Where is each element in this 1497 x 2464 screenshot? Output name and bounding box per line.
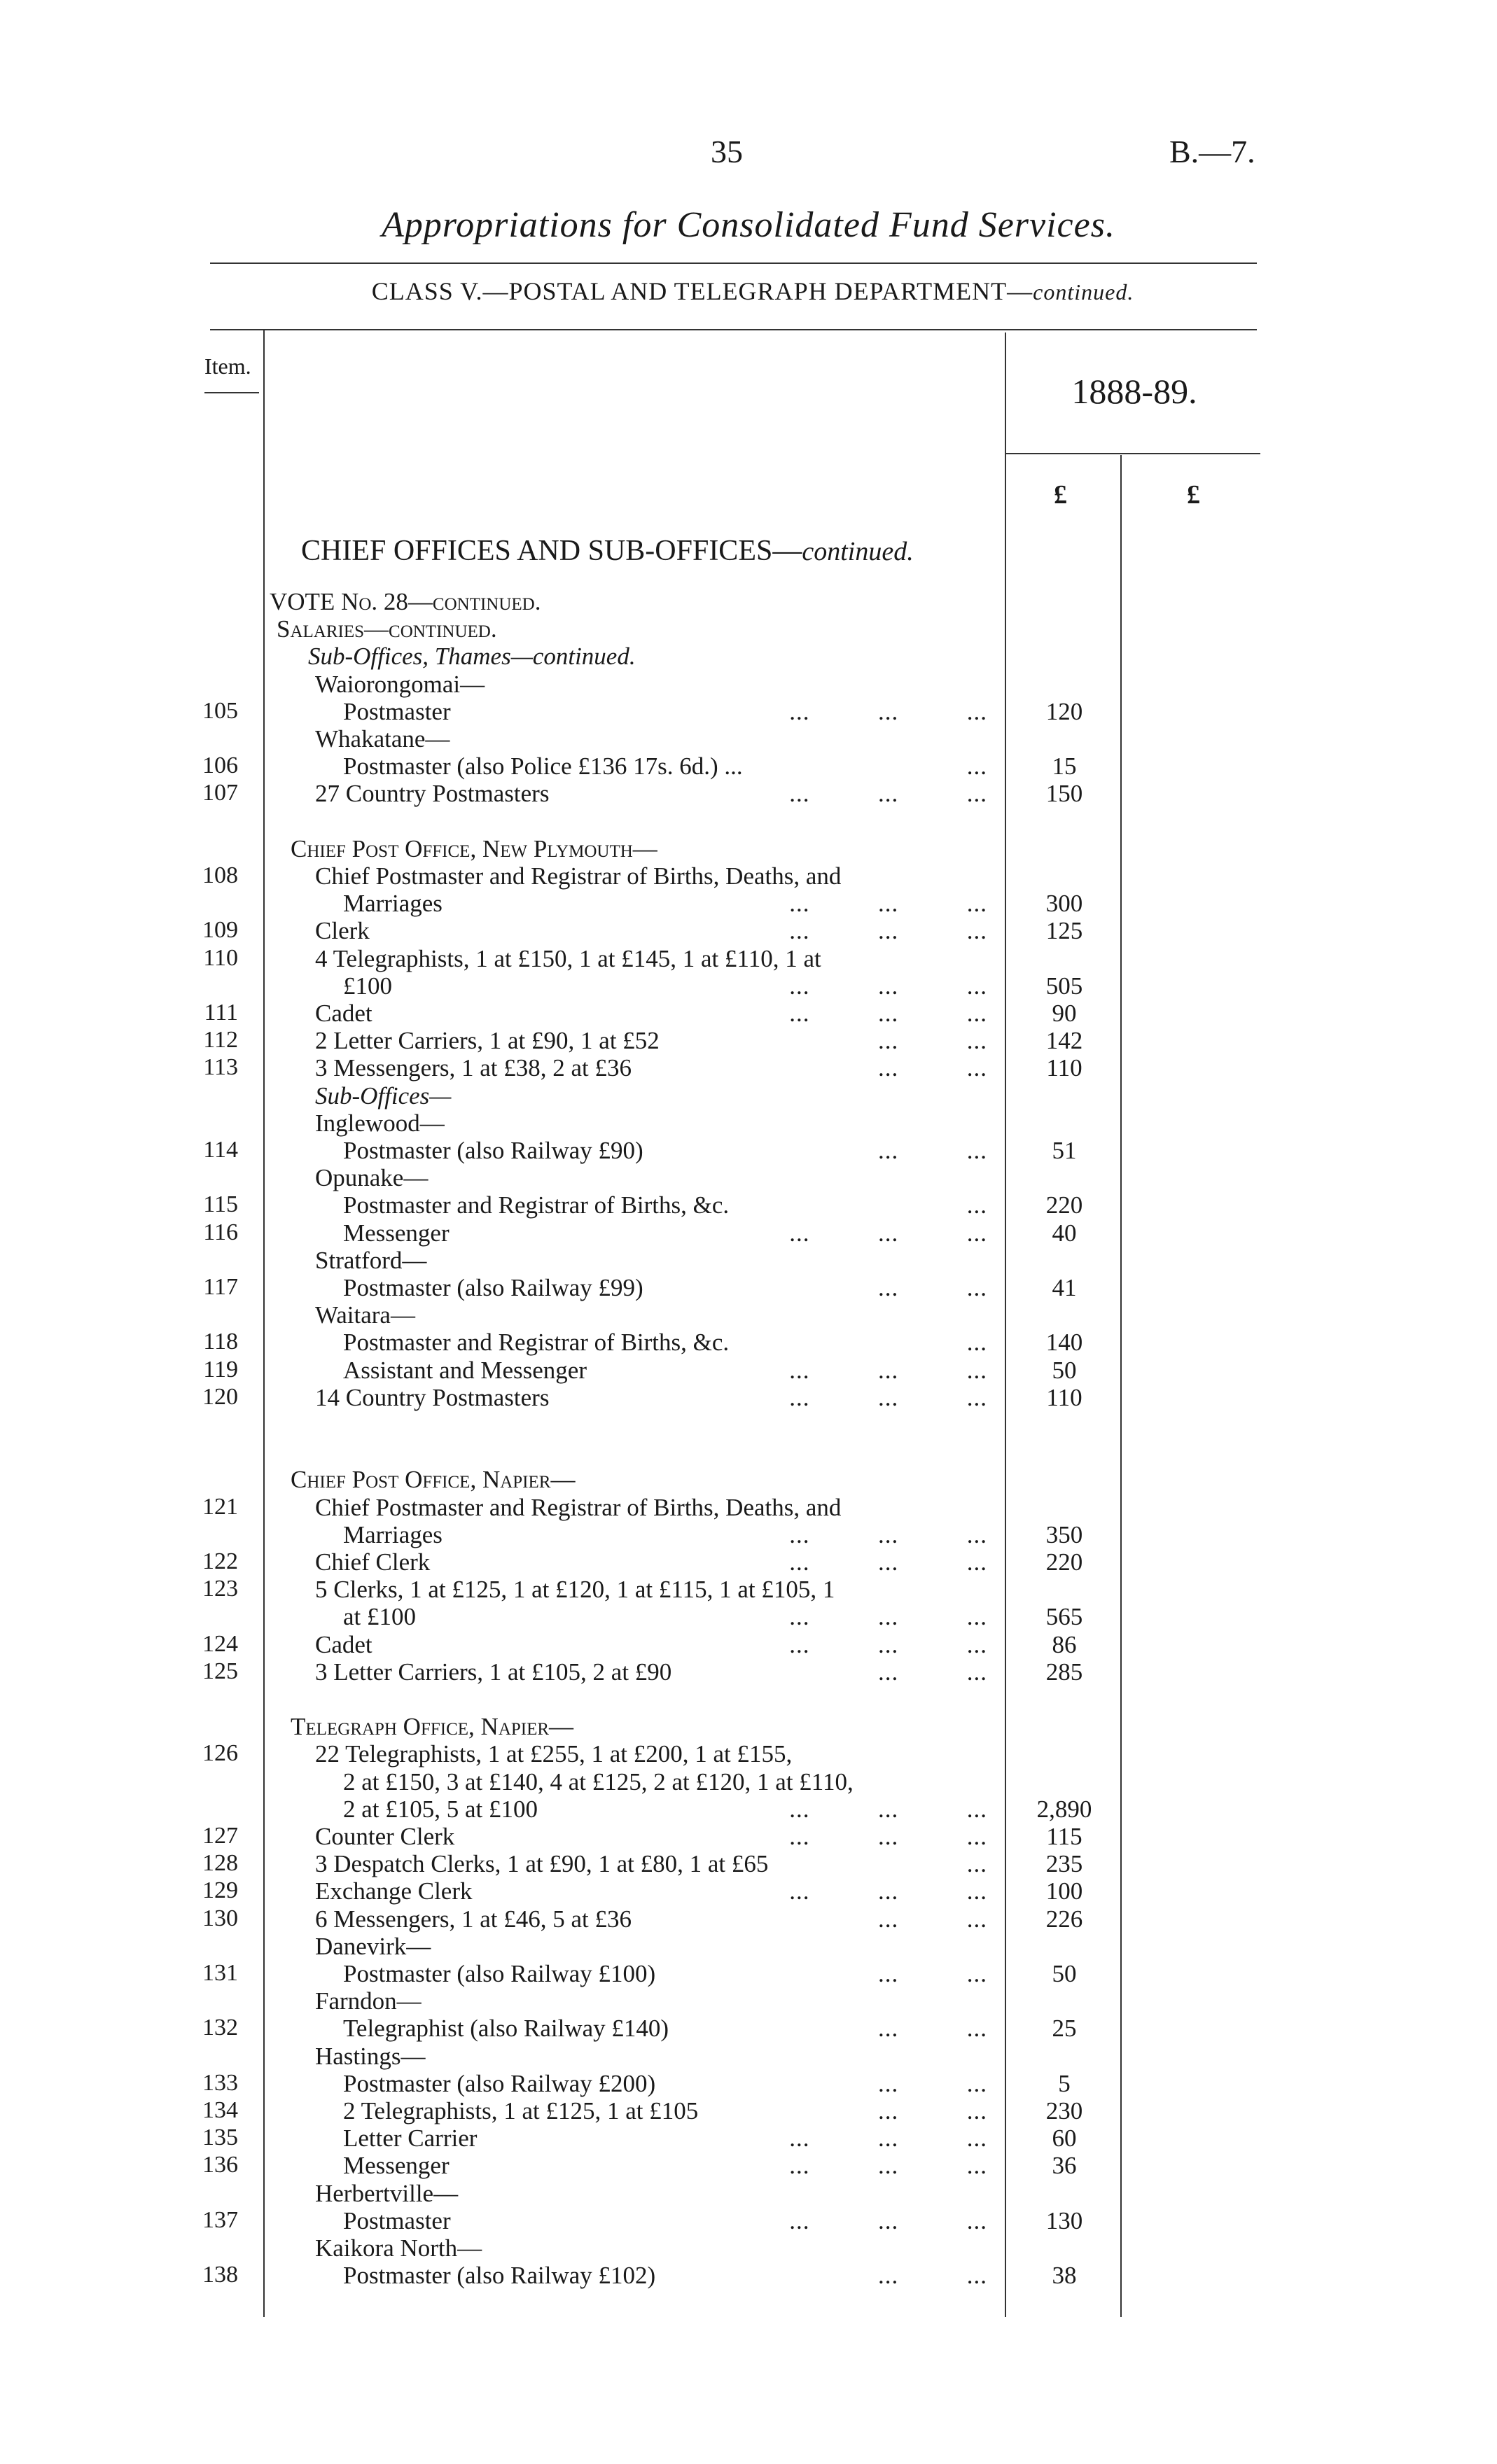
table-row bbox=[0, 752, 1497, 780]
table-row bbox=[0, 1603, 1497, 1631]
leader-dots: ... ... bbox=[878, 2262, 987, 2290]
table-row bbox=[0, 1521, 1497, 1549]
amount: 51 bbox=[1052, 1137, 1077, 1164]
item-description: Postmaster (also Railway £100) bbox=[343, 1960, 656, 1987]
table-row bbox=[0, 1054, 1497, 1082]
item-description: Sub-Offices, Thames—continued. bbox=[308, 643, 636, 671]
item-description: Postmaster (also Police £136 17s. 6d.) ... bbox=[343, 752, 743, 780]
amount: 2,890 bbox=[1036, 1795, 1092, 1823]
table-row bbox=[0, 862, 1497, 890]
leader-dots: ... ... ... bbox=[789, 1520, 987, 1548]
item-number: 106 bbox=[202, 752, 238, 779]
item-description: Stratford— bbox=[315, 1246, 427, 1274]
table-row bbox=[0, 1438, 1497, 1466]
item-description: Postmaster (also Railway £200) bbox=[343, 2069, 656, 2097]
leader-dots: ... ... ... bbox=[789, 1548, 987, 1576]
amount: 100 bbox=[1045, 1877, 1083, 1905]
amount: 60 bbox=[1052, 2124, 1077, 2152]
table-row bbox=[0, 1219, 1497, 1247]
leader-dots: ... ... ... bbox=[789, 1383, 987, 1411]
item-number: 114 bbox=[203, 1137, 238, 1163]
table-row bbox=[0, 1466, 1497, 1494]
item-number: 128 bbox=[202, 1850, 238, 1877]
amount: 25 bbox=[1052, 2015, 1077, 2043]
item-number: 137 bbox=[202, 2206, 238, 2233]
item-description: 2 Telegraphists, 1 at £125, 1 at £105 bbox=[343, 2097, 699, 2124]
item-description: 2 at £150, 3 at £140, 4 at £125, 2 at £120, 1 at £110, bbox=[343, 1768, 854, 1795]
leader-dots: ... ... ... bbox=[789, 1823, 987, 1850]
leader-dots: ... ... bbox=[878, 1658, 987, 1686]
page-number: 35 bbox=[711, 134, 743, 169]
item-description: Chief Post Office, Napier— bbox=[291, 1466, 576, 1494]
item-description: 6 Messengers, 1 at £46, 5 at £36 bbox=[315, 1905, 632, 1933]
table-row bbox=[0, 1247, 1497, 1275]
item-description: Marriages bbox=[343, 890, 443, 918]
leader-dots: ... ... bbox=[878, 1960, 987, 1987]
amount: 50 bbox=[1052, 1960, 1077, 1987]
leader-dots: ... ... ... bbox=[789, 1630, 987, 1658]
table-row bbox=[0, 698, 1497, 726]
item-description: Postmaster (also Railway £102) bbox=[343, 2262, 656, 2290]
table-row bbox=[0, 945, 1497, 973]
item-number: 132 bbox=[202, 2015, 238, 2041]
table-row bbox=[0, 2180, 1497, 2208]
item-description: Postmaster bbox=[343, 2206, 451, 2234]
title-rule bbox=[210, 262, 1257, 264]
leader-dots: ... ... bbox=[878, 1274, 987, 1301]
table-row bbox=[0, 588, 1497, 616]
item-number: 127 bbox=[202, 1823, 238, 1849]
amount: 115 bbox=[1046, 1823, 1082, 1850]
amount: 90 bbox=[1052, 1000, 1077, 1027]
table-row bbox=[0, 1357, 1497, 1385]
table-row bbox=[0, 1768, 1497, 1796]
item-header-underline bbox=[204, 392, 259, 393]
item-description: Farndon— bbox=[315, 1987, 422, 2015]
table-row bbox=[0, 2152, 1497, 2180]
amount: 86 bbox=[1052, 1630, 1077, 1658]
table-row bbox=[0, 1110, 1497, 1138]
item-number: 123 bbox=[202, 1576, 238, 1602]
table-row bbox=[0, 2070, 1497, 2098]
table-row bbox=[0, 725, 1497, 753]
year-column-header: 1888-89. bbox=[1071, 372, 1197, 411]
table-row bbox=[0, 917, 1497, 945]
item-description: 22 Telegraphists, 1 at £255, 1 at £200, 1 at £155, bbox=[315, 1740, 793, 1768]
leader-dots: ... ... ... bbox=[789, 1356, 987, 1384]
amount: 125 bbox=[1045, 917, 1083, 945]
item-description: Postmaster (also Railway £99) bbox=[343, 1274, 643, 1301]
table-row bbox=[0, 2207, 1497, 2235]
year-header-rule bbox=[1005, 453, 1260, 454]
leader-dots: ... ... ... bbox=[789, 2206, 987, 2234]
item-number: 126 bbox=[202, 1740, 238, 1767]
table-row bbox=[0, 1658, 1497, 1686]
item-number: 125 bbox=[202, 1658, 238, 1684]
amount: 15 bbox=[1052, 752, 1077, 780]
table-row bbox=[0, 1384, 1497, 1412]
item-description: Counter Clerk bbox=[315, 1823, 455, 1850]
table-row bbox=[0, 1082, 1497, 1110]
item-description: Herbertville— bbox=[315, 2179, 459, 2207]
table-row bbox=[0, 835, 1497, 863]
amount: 150 bbox=[1045, 780, 1083, 808]
item-description: Chief Postmaster and Registrar of Births, Deaths, and bbox=[315, 862, 842, 890]
table-row bbox=[0, 1933, 1497, 1961]
item-number: 134 bbox=[202, 2097, 238, 2123]
table-row bbox=[0, 1137, 1497, 1165]
item-description: £100 bbox=[343, 972, 392, 1000]
amount: 130 bbox=[1045, 2206, 1083, 2234]
amount: 226 bbox=[1045, 1905, 1083, 1933]
section-title: CHIEF OFFICES AND SUB-OFFICES—continued. bbox=[301, 535, 914, 567]
table-row bbox=[0, 1740, 1497, 1768]
item-description: Inglewood— bbox=[315, 1109, 445, 1137]
item-number: 105 bbox=[202, 697, 238, 724]
class-rule bbox=[210, 329, 1257, 330]
table-row bbox=[0, 1576, 1497, 1604]
leader-dots: ... ... ... bbox=[789, 1219, 987, 1247]
item-column-header: Item. bbox=[204, 354, 251, 379]
currency-header-1: £ bbox=[1054, 480, 1067, 510]
table-row bbox=[0, 1795, 1497, 1823]
leader-dots: ... ... ... bbox=[789, 1000, 987, 1027]
amount: 36 bbox=[1052, 2152, 1077, 2180]
item-number: 120 bbox=[202, 1383, 238, 1410]
item-description: Cadet bbox=[315, 1000, 372, 1027]
amount: 220 bbox=[1045, 1191, 1083, 1219]
item-number: 130 bbox=[202, 1905, 238, 1931]
table-row bbox=[0, 1713, 1497, 1741]
item-description: Chief Post Office, New Plymouth— bbox=[291, 834, 657, 862]
item-number: 138 bbox=[202, 2262, 238, 2288]
item-number: 113 bbox=[203, 1054, 238, 1081]
table-row bbox=[0, 2234, 1497, 2262]
item-description: 5 Clerks, 1 at £125, 1 at £120, 1 at £115, 1 at £105, 1 bbox=[315, 1576, 835, 1604]
amount: 142 bbox=[1045, 1027, 1083, 1055]
item-description: Salaries—continued. bbox=[277, 615, 497, 643]
leader-dots: ... ... bbox=[878, 1137, 987, 1164]
leader-dots: ... ... ... bbox=[789, 1877, 987, 1905]
item-description: 27 Country Postmasters bbox=[315, 780, 550, 808]
leader-dots: ... ... ... bbox=[789, 917, 987, 945]
item-description: Postmaster and Registrar of Births, &c. bbox=[343, 1329, 730, 1357]
leader-dots: ... ... ... bbox=[789, 1795, 987, 1823]
item-description: 3 Despatch Clerks, 1 at £90, 1 at £80, 1 at £65 bbox=[315, 1850, 769, 1878]
item-number: 111 bbox=[204, 1000, 238, 1026]
item-number: 118 bbox=[203, 1329, 238, 1355]
item-description: Waiorongomai— bbox=[315, 670, 485, 698]
amount: 50 bbox=[1052, 1356, 1077, 1384]
table-row bbox=[0, 2043, 1497, 2071]
table-row bbox=[0, 2262, 1497, 2290]
item-description: Postmaster bbox=[343, 697, 451, 725]
amount: 110 bbox=[1046, 1054, 1082, 1082]
item-number: 116 bbox=[203, 1219, 238, 1245]
amount: 41 bbox=[1052, 1274, 1077, 1301]
table-row bbox=[0, 780, 1497, 808]
item-description: 4 Telegraphists, 1 at £150, 1 at £145, 1 at £110, 1 at bbox=[315, 944, 821, 972]
leader-dots: ... ... bbox=[878, 2069, 987, 2097]
leader-dots: ... ... bbox=[878, 1905, 987, 1933]
item-description: Messenger bbox=[343, 2152, 450, 2180]
class-heading: CLASS V.—POSTAL AND TELEGRAPH DEPARTMENT—continued. bbox=[371, 277, 1134, 305]
item-number: 133 bbox=[202, 2069, 238, 2096]
leader-dots: ... bbox=[966, 1329, 987, 1357]
item-description: Sub-Offices— bbox=[315, 1082, 452, 1110]
table-row bbox=[0, 1301, 1497, 1329]
table-row bbox=[0, 1631, 1497, 1659]
table-row bbox=[0, 1823, 1497, 1851]
table-row bbox=[0, 1850, 1497, 1878]
leader-dots: ... ... bbox=[878, 1054, 987, 1082]
table-row bbox=[0, 1987, 1497, 2015]
table-row bbox=[0, 1686, 1497, 1714]
item-number: 136 bbox=[202, 2152, 238, 2178]
item-description: Danevirk— bbox=[315, 1932, 431, 1960]
item-number: 115 bbox=[203, 1191, 238, 1218]
item-description: Hastings— bbox=[315, 2042, 426, 2070]
item-description: Messenger bbox=[343, 1219, 450, 1247]
table-row bbox=[0, 1329, 1497, 1357]
item-number: 108 bbox=[202, 862, 238, 888]
item-description: 3 Messengers, 1 at £38, 2 at £36 bbox=[315, 1054, 632, 1082]
leader-dots: ... ... ... bbox=[789, 890, 987, 918]
item-number: 112 bbox=[203, 1027, 238, 1054]
item-description: Waitara— bbox=[315, 1301, 415, 1329]
table-row bbox=[0, 1191, 1497, 1219]
item-number: 109 bbox=[202, 917, 238, 944]
amount: 565 bbox=[1045, 1603, 1083, 1631]
item-number: 121 bbox=[202, 1493, 238, 1520]
item-description: Clerk bbox=[315, 917, 370, 945]
table-row bbox=[0, 1905, 1497, 1933]
page-title: Appropriations for Consolidated Fund Services. bbox=[382, 205, 1115, 245]
amount: 285 bbox=[1045, 1658, 1083, 1686]
table-row bbox=[0, 1411, 1497, 1439]
amount: 120 bbox=[1045, 697, 1083, 725]
amount: 350 bbox=[1045, 1520, 1083, 1548]
table-row bbox=[0, 972, 1497, 1000]
item-description: 3 Letter Carriers, 1 at £105, 2 at £90 bbox=[315, 1658, 672, 1686]
item-description: Cadet bbox=[315, 1630, 372, 1658]
table-row bbox=[0, 808, 1497, 836]
item-number: 124 bbox=[202, 1630, 238, 1657]
item-description: 14 Country Postmasters bbox=[315, 1383, 550, 1411]
amount: 140 bbox=[1045, 1329, 1083, 1357]
table-row bbox=[0, 671, 1497, 699]
item-number: 122 bbox=[202, 1548, 238, 1574]
table-row bbox=[0, 1877, 1497, 1905]
item-description: Postmaster (also Railway £90) bbox=[343, 1137, 643, 1164]
item-description: Postmaster and Registrar of Births, &c. bbox=[343, 1191, 730, 1219]
table-row bbox=[0, 1164, 1497, 1192]
item-description: Letter Carrier bbox=[343, 2124, 478, 2152]
leader-dots: ... ... bbox=[878, 2015, 987, 2043]
item-description: Telegraph Office, Napier— bbox=[291, 1713, 574, 1741]
table-row bbox=[0, 615, 1497, 643]
amount: 300 bbox=[1045, 890, 1083, 918]
table-row bbox=[0, 1960, 1497, 1988]
item-description: VOTE No. 28—continued. bbox=[270, 588, 541, 615]
item-number: 107 bbox=[202, 780, 238, 806]
item-number: 110 bbox=[203, 944, 238, 971]
amount: 230 bbox=[1045, 2097, 1083, 2124]
table-row bbox=[0, 2015, 1497, 2043]
item-description: Kaikora North— bbox=[315, 2234, 482, 2262]
amount: 38 bbox=[1052, 2262, 1077, 2290]
item-number: 129 bbox=[202, 1877, 238, 1904]
table-row bbox=[0, 1000, 1497, 1028]
item-number: 135 bbox=[202, 2124, 238, 2151]
table-row bbox=[0, 643, 1497, 671]
item-description: Telegraphist (also Railway £140) bbox=[343, 2015, 669, 2043]
amount: 40 bbox=[1052, 1219, 1077, 1247]
item-description: Whakatane— bbox=[315, 725, 450, 752]
leader-dots: ... ... bbox=[878, 1027, 987, 1055]
leader-dots: ... ... bbox=[878, 2097, 987, 2124]
item-description: Chief Postmaster and Registrar of Births, Deaths, and bbox=[315, 1493, 842, 1521]
leader-dots: ... ... ... bbox=[789, 2124, 987, 2152]
item-number: 131 bbox=[202, 1960, 238, 1986]
item-description: Marriages bbox=[343, 1520, 443, 1548]
leader-dots: ... bbox=[966, 1191, 987, 1219]
item-description: 2 Letter Carriers, 1 at £90, 1 at £52 bbox=[315, 1027, 660, 1055]
leader-dots: ... ... ... bbox=[789, 697, 987, 725]
item-description: 2 at £105, 5 at £100 bbox=[343, 1795, 538, 1823]
currency-header-2: £ bbox=[1187, 480, 1200, 510]
item-description: at £100 bbox=[343, 1603, 417, 1631]
item-description: Chief Clerk bbox=[315, 1548, 431, 1576]
leader-dots: ... ... ... bbox=[789, 2152, 987, 2180]
item-description: Exchange Clerk bbox=[315, 1877, 473, 1905]
table-row bbox=[0, 890, 1497, 918]
leader-dots: ... bbox=[830, 1850, 987, 1878]
item-description: Assistant and Messenger bbox=[343, 1356, 587, 1384]
amount: 235 bbox=[1045, 1850, 1083, 1878]
table-row bbox=[0, 1548, 1497, 1576]
item-number: 119 bbox=[203, 1356, 238, 1382]
leader-dots: ... bbox=[775, 752, 987, 780]
item-number: 117 bbox=[203, 1274, 238, 1300]
table-row bbox=[0, 1494, 1497, 1522]
amount: 110 bbox=[1046, 1383, 1082, 1411]
table-row bbox=[0, 1027, 1497, 1055]
amount: 220 bbox=[1045, 1548, 1083, 1576]
amount: 505 bbox=[1045, 972, 1083, 1000]
leader-dots: ... ... ... bbox=[789, 972, 987, 1000]
amount: 5 bbox=[1058, 2069, 1071, 2097]
table-row bbox=[0, 2124, 1497, 2152]
leader-dots: ... ... ... bbox=[789, 1603, 987, 1631]
leader-dots: ... ... ... bbox=[789, 780, 987, 808]
table-row bbox=[0, 2097, 1497, 2125]
table-row bbox=[0, 1274, 1497, 1302]
item-description: Opunake— bbox=[315, 1164, 429, 1192]
document-reference: B.—7. bbox=[1169, 134, 1255, 169]
